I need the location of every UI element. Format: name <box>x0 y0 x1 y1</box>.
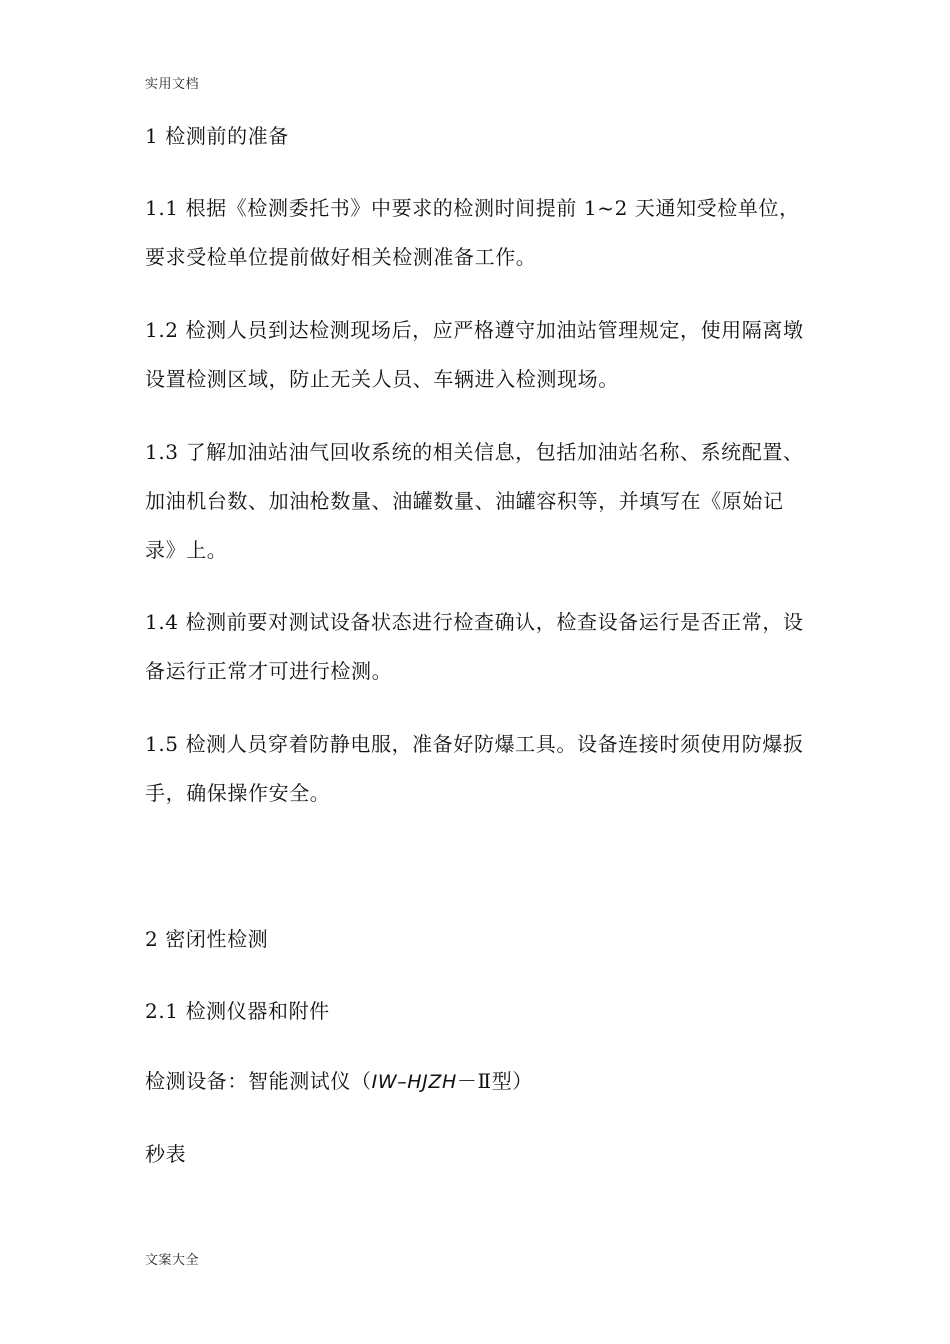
stopwatch-line: 秒表 <box>145 1142 187 1166</box>
device-prefix: 检测设备：智能测试仪（ <box>145 1069 372 1093</box>
section-2-title: 2 密闭性检测 <box>145 927 269 951</box>
paragraph-1-3: 1.3 了解加油站油气回收系统的相关信息，包括加油站名称、系统配置、加油机台数、加油枪数量、油罐数量、油罐容积等，并填写在《原始记录》上。 <box>145 440 804 562</box>
device-suffix: －Ⅱ型） <box>456 1069 533 1093</box>
page-header: 实用文档 <box>145 77 200 92</box>
paragraph-1-5: 1.5 检测人员穿着防静电服，准备好防爆工具。设备连接时须使用防爆扳手，确保操作安全。 <box>145 732 804 805</box>
paragraph-2-1: 2.1 检测仪器和附件 <box>145 999 330 1023</box>
section-1-title: 1 检测前的准备 <box>145 124 289 148</box>
paragraph-1-4: 1.4 检测前要对测试设备状态进行检查确认，检查设备运行是否正常，设备运行正常才可进行检测。 <box>145 610 804 683</box>
paragraph-1-1: 1.1 根据《检测委托书》中要求的检测时间提前 1~2 天通知受检单位，要求受检单位提前做好相关检测准备工作。 <box>145 196 800 269</box>
page-footer: 文案大全 <box>145 1253 200 1268</box>
device-line <box>145 1057 810 1107</box>
paragraph-1-2: 1.2 检测人员到达检测现场后，应严格遵守加油站管理规定，使用隔离墩设置检测区域，防止无关人员、车辆进入检测现场。 <box>145 318 804 391</box>
device-model: IW–HJZH <box>371 1071 457 1093</box>
